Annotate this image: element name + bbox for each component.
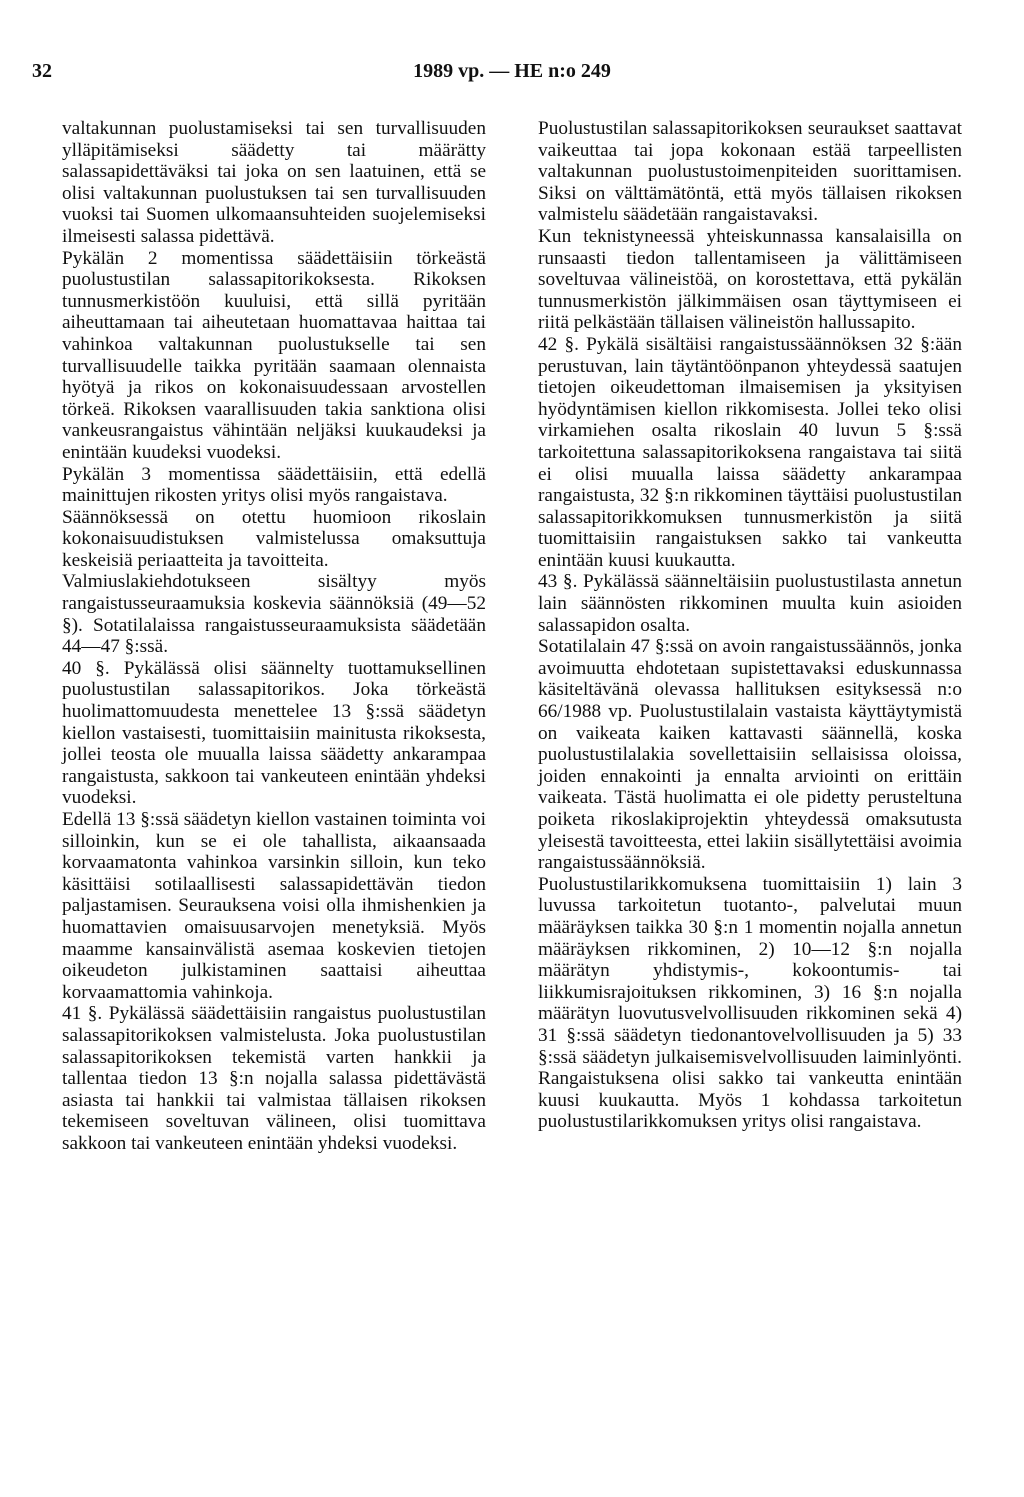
- paragraph: Säännöksessä on otettu huomioon rikoslain kokonaisuudistuksen valmistelussa omaksuttuja keskeisiä periaatteita ja tavoitteita.: [62, 506, 486, 571]
- right-column: [538, 118, 962, 1133]
- paragraph: valtakunnan puolustamiseksi tai sen turvallisuuden ylläpitämiseksi säädetty tai määrätty salassapidettäväksi tai joka on sen laatuinen, että se olisi valtakunnan puolustuksen tai sen turvallisuuden vuoksi tai Suomen ulkomaansuhteiden suojelemiseksi ilmeisesti salassa pidettävä.: [62, 118, 486, 247]
- page-header: [32, 60, 992, 90]
- paragraph: Puolustustilarikkomuksena tuomittaisiin 1) lain 3 luvussa tarkoitetun tuotanto-, palvelutai muun määräyksen taikka 30 §:n 1 momentin nojalla annetun määräyksen rikkominen, 2) 10—12 §:n nojalla määrätyn yhdistymis-, kokoontumis- tai liikkumisrajoituksen rikkominen, 3) 16 §:n nojalla määrätyn luovutusvelvollisuuden rikkominen sekä 4) 31 §:ssä säädetyn tiedonantovelvollisuuden ja 5) 33 §:ssä säädetyn julkaisemisvelvollisuuden laiminlyönti. Rangaistuksena olisi sakko tai vankeutta enintään kuusi kuukautta. Myös 1 kohdassa tarkoitetun puolustustilarikkomuksen yritys olisi rangaistava.: [538, 873, 962, 1133]
- paragraph: Edellä 13 §:ssä säädetyn kiellon vastainen toiminta voi silloinkin, kun se ei ole tahallista, aikaansaada korvaamatonta vahinkoa varsinkin silloin, kun teko käsittäisi sotilaallisesti salassapidettävän tiedon paljastamisen. Seurauksena voisi olla ihmishenkien ja huomattavien omaisuusarvojen menetyksiä. Myös maamme kansainvälistä asemaa koskevien tietojen oikeudeton julkistaminen saattaisi aiheuttaa korvaamattomia vahinkoja.: [62, 809, 486, 1003]
- paragraph: 42 §. Pykälä sisältäisi rangaistussäännöksen 32 §:ään perustuvan, lain täytäntöönpanon yhteydessä saatujen tietojen oikeudettoman ilmaisemisen ja yksityisen hyödyntämisen kiellon rikkomisesta. Jollei teko olisi virkamiehen osalta rikoslain 40 luvun 5 §:ssä tarkoitettuna salassapitorikoksena rangaistava tai siitä ei olisi muualla laissa säädetty ankarampaa rangaistusta, 32 §:n rikkominen täyttäisi puolustustilan salassapitorikkomuksen tunnusmerkistön ja siitä tuomittaisiin rangaistuksen sakko tai vankeutta enintään kuusi kuukautta.: [538, 333, 962, 571]
- paragraph: Pykälän 2 momentissa säädettäisiin törkeästä puolustustilan salassapitorikoksesta. Rikoksen tunnusmerkistöön kuuluisi, että sillä pyritään aiheuttamaan tai aiheutetaan huomattavaa haittaa tai vahinkoa valtakunnan puolustukselle tai sen turvallisuudelle taikka pyritään saamaan olennaista hyötyä ja rikos on kokonaisuudessaan arvostellen törkeä. Rikoksen vaarallisuuden takia sanktiona olisi vankeusrangaistus vähintään neljäksi kuukaudeksi ja enintään kuudeksi vuodeksi.: [62, 247, 486, 463]
- paragraph: Kun teknistyneessä yhteiskunnassa kansalaisilla on runsaasti tiedon tallentamiseen ja välittämiseen soveltuvaa välineistöä, on korostettava, että pykälän tunnusmerkistön jälkimmäisen osan täyttymiseen ei riitä pelkästään tällaisen välineistön hallussapito.: [538, 225, 962, 334]
- paragraph: 43 §. Pykälässä säänneltäisiin puolustustilasta annetun lain säännösten rikkominen muulta kuin asioiden salassapidon osalta.: [538, 571, 962, 636]
- paragraph: Pykälän 3 momentissa säädettäisiin, että edellä mainittujen rikosten yritys olisi myös rangaistava.: [62, 463, 486, 507]
- paragraph: Valmiuslakiehdotukseen sisältyy myös rangaistusseuraamuksia koskevia säännöksiä (49—52 §). Sotatilalaissa rangaistusseuraamuksista säädetään 44—47 §:ssä.: [62, 571, 486, 658]
- running-head: 1989 vp. — HE n:o 249: [413, 60, 611, 82]
- page-number: 32: [32, 60, 52, 82]
- paragraph: 40 §. Pykälässä olisi säännelty tuottamuksellinen puolustustilan salassapitorikos. Joka törkeästä huolimattomuudesta menettelee 13 §:ssä säädetyn kiellon vastaisesti, tuomittaisiin mainitusta rikoksesta, jollei teosta ole muualla laissa säädetty ankarampaa rangaistusta, sakkoon tai vankeuteen enintään yhdeksi vuodeksi.: [62, 657, 486, 809]
- paragraph: 41 §. Pykälässä säädettäisiin rangaistus puolustustilan salassapitorikoksen valmistelusta. Joka puolustustilan salassapitorikoksen tekemistä varten hankkii ja tallentaa tiedon 13 §:n nojalla salassa pidettävästä asiasta tai hankkii tai valmistaa tällaisen rikoksen tekemiseen soveltuvan välineen, olisi tuomittava sakkoon tai vankeuteen enintään yhdeksi vuodeksi.: [62, 1003, 486, 1154]
- paragraph: Puolustustilan salassapitorikoksen seuraukset saattavat vaikeuttaa tai jopa kokonaan estää tarpeellisten valtakunnan puolustustoimenpiteiden suorittamisen. Siksi on välttämätöntä, että myös tällaisen rikoksen valmistelu säädetään rangaistavaksi.: [538, 118, 962, 226]
- paragraph: Sotatilalain 47 §:ssä on avoin rangaistussäännös, jonka avoimuutta ehdotetaan supistettavaksi eduskunnassa käsiteltävänä olevassa hallituksen esityksessä n:o 66/1988 vp. Puolustustilalain vastaista käyttäytymistä on vaikeata kaiken kattavasti säännellä, koska puolustustilalakia sovellettaisiin sellaisissa oloissa, joiden ennakointi ja ennalta arviointi on erittäin vaikeata. Tästä huolimatta ei ole pidetty perusteltuna poiketa rikoslakiprojektin yhteydessä omaksutusta yleisestä tavoitteesta, ettei lakiin sisällytettäisi avoimia rangaistussäännöksiä.: [538, 636, 962, 874]
- left-column: [62, 118, 486, 1155]
